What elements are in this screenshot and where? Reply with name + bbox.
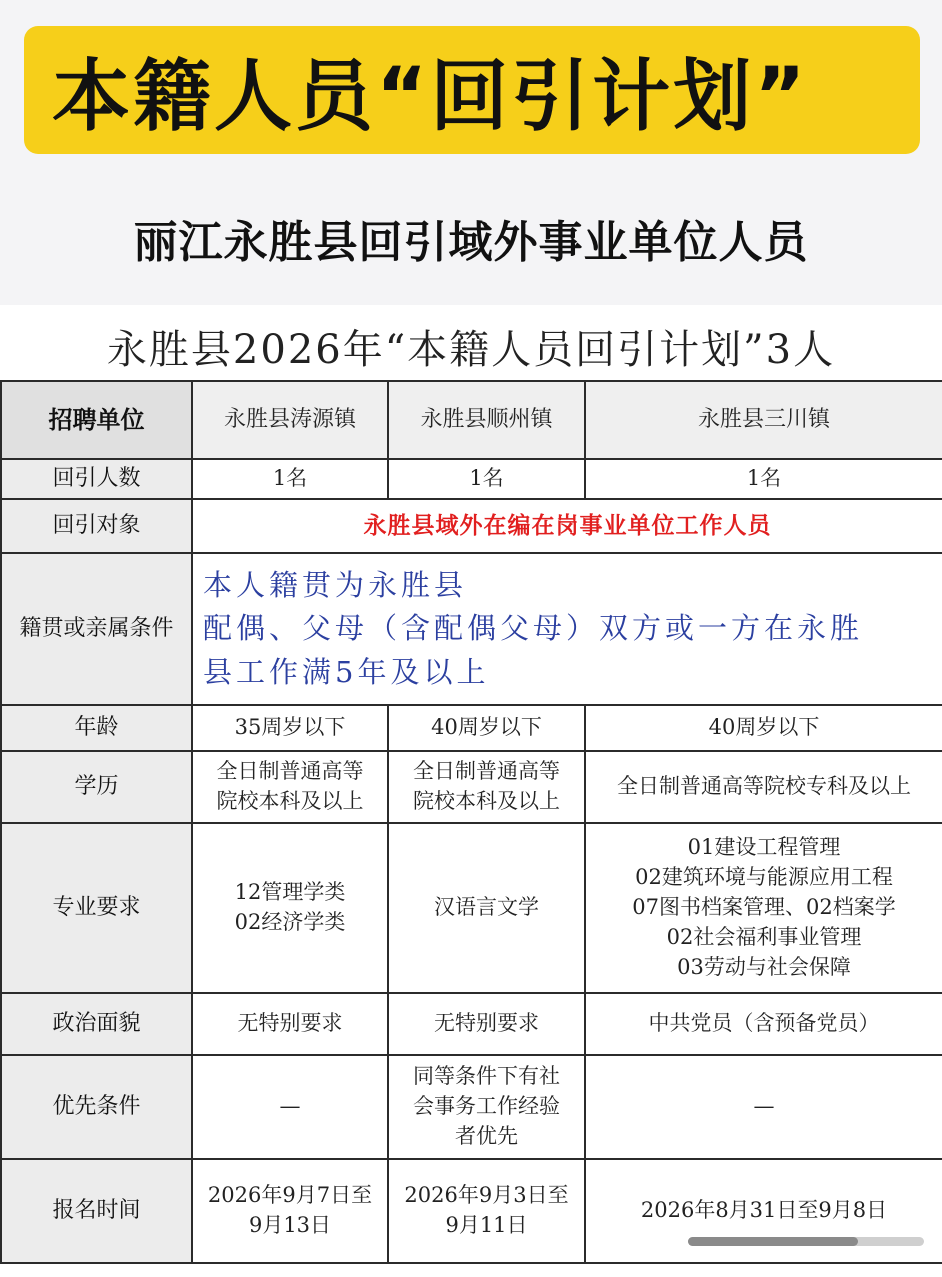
scroll-progress-bar[interactable] — [688, 1237, 924, 1246]
cell-line: 全日制普通高等 — [413, 759, 560, 784]
origin-line: 配偶、父母（含配偶父母）双方或一方在永胜 — [203, 611, 864, 646]
unit-taoyuan: 永胜县涛源镇 — [192, 381, 388, 459]
cell-signup — [388, 1159, 585, 1263]
cell-politics: 中共党员（含预备党员） — [585, 993, 942, 1055]
cell-education: 全日制普通高等院校专科及以上 — [585, 751, 942, 823]
cell-signup: 2026年8月31日至9月8日 — [585, 1159, 942, 1263]
cell-line: 全日制普通高等 — [216, 759, 364, 784]
row-label-target: 回引对象 — [1, 499, 192, 553]
cell-line: 02社会福利事业管理 — [666, 924, 862, 949]
table-row — [1, 499, 942, 553]
cell-line: 02经济学类 — [234, 910, 346, 934]
scroll-progress-fill — [688, 1237, 858, 1246]
cell-line: 9月13日 — [248, 1213, 332, 1237]
cell-politics: 无特别要求 — [388, 993, 585, 1055]
unit-shunzhou: 永胜县顺州镇 — [388, 381, 585, 459]
unit-sanchuan: 永胜县三川镇 — [585, 381, 942, 459]
cell-education — [192, 751, 388, 823]
table-row — [1, 553, 942, 705]
banner-title: 本籍人员“回引计划” — [52, 52, 809, 142]
cell-line: 2026年9月7日至 — [207, 1183, 373, 1208]
cell-priority: — — [585, 1055, 942, 1159]
recruitment-table — [0, 380, 942, 1264]
cell-line: 9月11日 — [445, 1213, 528, 1237]
cell-signup — [192, 1159, 388, 1263]
table-row — [1, 751, 942, 823]
cell-major: 汉语言文学 — [388, 823, 585, 993]
row-label-politics: 政治面貌 — [1, 993, 192, 1055]
table-row — [1, 1159, 942, 1263]
table-row — [1, 823, 942, 993]
cell-count: 1名 — [585, 459, 942, 499]
row-label-age: 年龄 — [1, 705, 192, 751]
cell-line: 2026年9月3日至 — [404, 1183, 569, 1208]
row-label-education: 学历 — [1, 751, 192, 823]
table-row — [1, 1055, 942, 1159]
row-label-priority: 优先条件 — [1, 1055, 192, 1159]
cell-line: 院校本科及以上 — [413, 789, 560, 813]
table-row — [1, 705, 942, 751]
cell-count: 1名 — [388, 459, 585, 499]
cell-line: 02建筑环境与能源应用工程 — [635, 865, 893, 890]
cell-line: 同等条件下有社 — [413, 1064, 560, 1089]
cell-age: 40周岁以下 — [388, 705, 585, 751]
cell-age: 40周岁以下 — [585, 705, 942, 751]
cell-line: 会事务工作经验 — [413, 1094, 560, 1119]
sheet-title: 永胜县2026年“本籍人员回引计划”3人 — [106, 327, 836, 373]
cell-origin — [192, 553, 942, 705]
origin-line: 本人籍贯为永胜县 — [203, 567, 468, 602]
cell-count: 1名 — [192, 459, 388, 499]
cell-target: 永胜县域外在编在岗事业单位工作人员 — [192, 499, 942, 553]
subtitle: 丽江永胜县回引域外事业单位人员 — [133, 217, 809, 268]
cell-line: 01建设工程管理 — [687, 835, 841, 860]
cell-major — [585, 823, 942, 993]
cell-line: 03劳动与社会保障 — [677, 954, 851, 979]
cell-priority — [388, 1055, 585, 1159]
table-row — [1, 993, 942, 1055]
cell-line: 12管理学类 — [234, 880, 346, 905]
cell-line: 者优先 — [455, 1123, 518, 1148]
title-banner — [24, 26, 920, 154]
origin-line: 县工作满5年及以上 — [203, 654, 490, 689]
cell-major — [192, 823, 388, 993]
table-row — [1, 381, 942, 459]
cell-education — [388, 751, 585, 823]
cell-politics: 无特别要求 — [192, 993, 388, 1055]
cell-line: 07图书档案管理、02档案学 — [632, 895, 896, 920]
row-label-recruit-unit: 招聘单位 — [1, 381, 192, 459]
row-label-major: 专业要求 — [1, 823, 192, 993]
row-label-signup: 报名时间 — [1, 1159, 192, 1263]
cell-priority: — — [192, 1055, 388, 1159]
cell-age: 35周岁以下 — [192, 705, 388, 751]
row-label-count: 回引人数 — [1, 459, 192, 499]
cell-line: 院校本科及以上 — [216, 789, 364, 813]
row-label-origin: 籍贯或亲属条件 — [1, 553, 192, 705]
table-row — [1, 459, 942, 499]
